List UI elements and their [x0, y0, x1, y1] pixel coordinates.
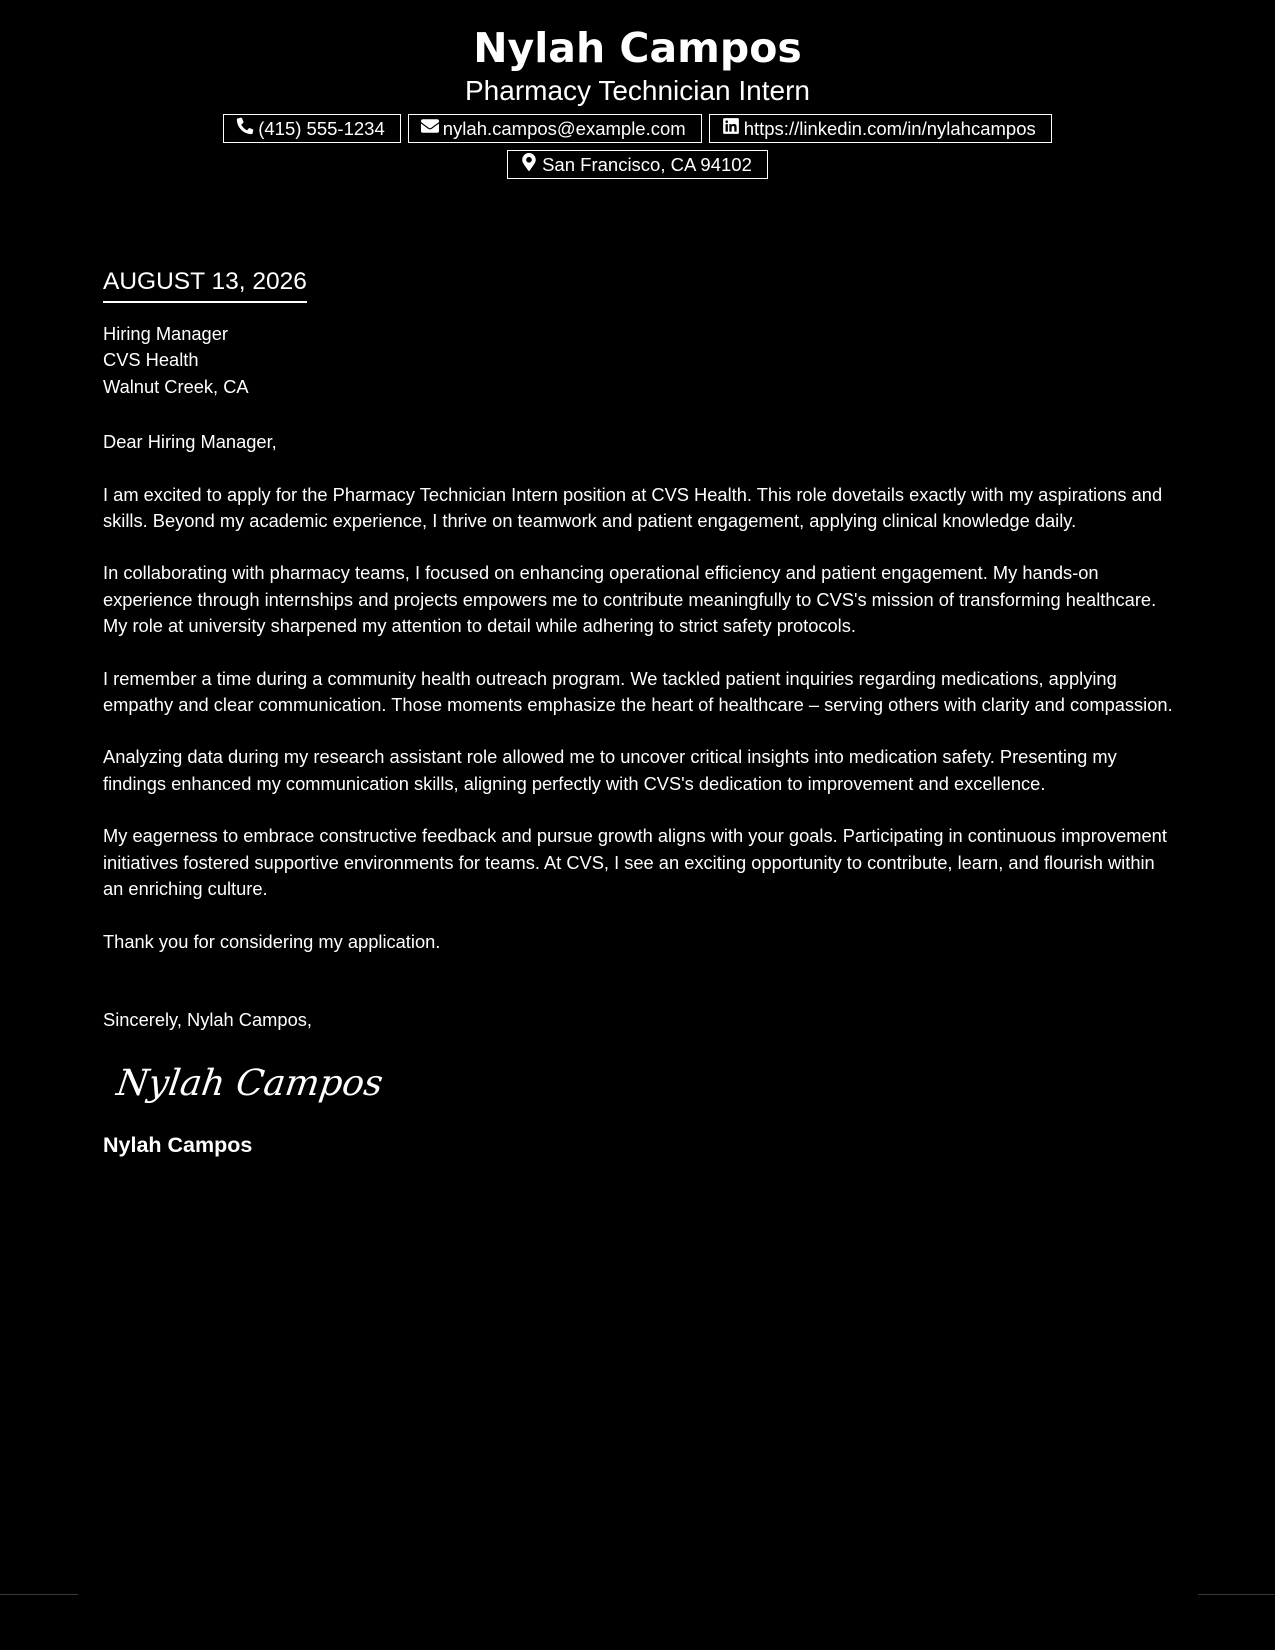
email-text: nylah.campos@example.com: [442, 117, 686, 139]
applicant-name: Nylah Campos: [473, 24, 802, 72]
letter-date: AUGUST 13, 2026: [103, 265, 307, 303]
handwritten-signature: [114, 1055, 1175, 1113]
location-text: San Francisco, CA 94102: [542, 153, 752, 175]
map-marker-icon: [520, 153, 538, 176]
recipient-block: [103, 321, 1175, 400]
closing-line: Sincerely, Nylah Campos,: [103, 1008, 312, 1030]
phone-text: (415) 555-1234: [258, 117, 385, 139]
paragraph: Thank you for considering my application.: [103, 930, 441, 952]
paragraph: Analyzing data during my research assistant role allowed me to uncover critical insights into medication safety. Presenting my findings enhanced my communication skills, aligning perfectly with CVS's dedication to improvement and excellence.: [103, 746, 1117, 794]
phone-chip[interactable]: [223, 114, 401, 143]
location-chip[interactable]: [507, 150, 768, 179]
salutation: Dear Hiring Manager,: [103, 431, 277, 453]
email-chip[interactable]: [408, 114, 702, 143]
envelope-icon: [421, 117, 439, 140]
paragraph: I remember a time during a community health outreach program. We tackled patient inquiries regarding medications, applying empathy and clear communication. Those moments emphasize the heart of healthcare – serving others with clarity and compassion.: [103, 667, 1173, 716]
recipient-location: Walnut Creek, CA: [103, 375, 249, 397]
paragraph: In collaborating with pharmacy teams, I focused on enhancing operational efficiency and patient engagement. My hands-on experience through internships and projects empowers me to contribute meaningfully to CVS's mission of transforming healthcare. My role at university sharpened my attention to detail while adhering to strict safety protocols.: [103, 562, 1157, 637]
job-title: Pharmacy Technician Intern: [465, 75, 810, 106]
linkedin-chip[interactable]: [709, 114, 1052, 143]
recipient-company: CVS Health: [103, 349, 199, 371]
contact-row-1: [0, 114, 1275, 143]
signature-glyphs: Nylah Campos: [114, 1061, 386, 1105]
contact-row-2: [0, 150, 1275, 179]
paragraph: I am excited to apply for the Pharmacy Technician Intern position at CVS Health. This role dovetails exactly with my aspirations and skills. Beyond my academic experience, I thrive on teamwork and patient engagement, applying clinical knowledge daily.: [103, 483, 1163, 532]
linkedin-icon: [722, 117, 740, 140]
signed-name: Nylah Campos: [103, 1133, 253, 1158]
paragraph: My eagerness to embrace constructive feedback and pursue growth aligns with your goals. Participating in continuous improvement initiatives fostered supportive environments for teams. At CVS, I see an exciting opportunity to contribute, learn, and flourish within an enriching culture.: [103, 825, 1167, 900]
footer-divider-left: [0, 1594, 78, 1595]
linkedin-text: https://linkedin.com/in/nylahcampos: [743, 117, 1036, 139]
letter-body: [103, 265, 1175, 1159]
phone-icon: [236, 117, 254, 140]
recipient-title: Hiring Manager: [103, 323, 228, 344]
letter-header: [0, 22, 1275, 186]
footer-divider-right: [1198, 1594, 1275, 1595]
